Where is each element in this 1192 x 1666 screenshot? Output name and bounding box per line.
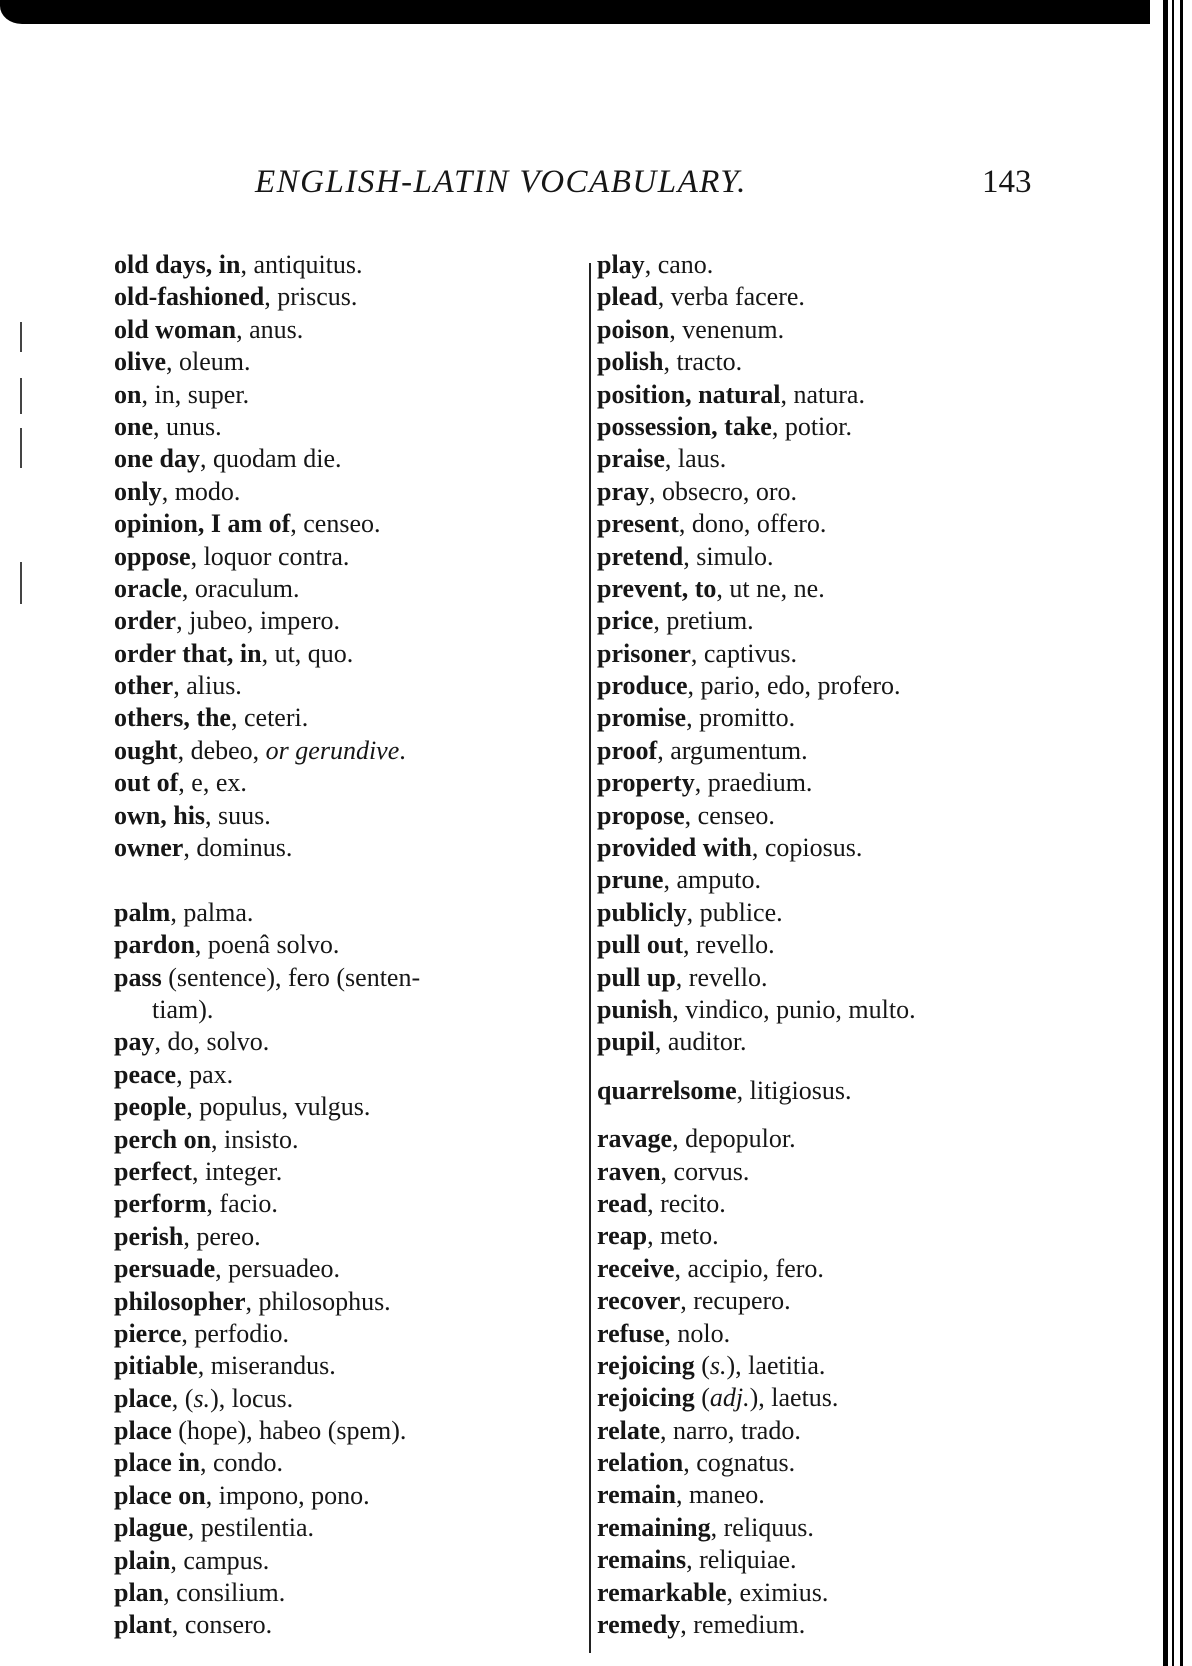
- headword: pitiable: [114, 1351, 198, 1381]
- headword: people: [114, 1092, 187, 1122]
- headword: remaining: [597, 1512, 711, 1542]
- translation: , maneo.: [675, 1480, 765, 1510]
- vocab-entry: [597, 1075, 916, 1107]
- headword: owner: [114, 833, 184, 863]
- vocab-entry: [114, 1545, 574, 1577]
- vocab-entry: [597, 1220, 916, 1252]
- right-column: [597, 249, 916, 1641]
- vocab-entry: [597, 1318, 916, 1350]
- vocab-entry: [597, 346, 916, 378]
- translation: , revello.: [683, 930, 775, 960]
- vocab-entry: [597, 767, 916, 799]
- headword: pull out: [597, 930, 683, 960]
- headword: pierce: [114, 1318, 182, 1348]
- headword: place on: [114, 1480, 206, 1510]
- translation: , narro, trado.: [660, 1415, 801, 1445]
- headword: provided with: [597, 833, 752, 863]
- vocab-entry: [597, 379, 916, 411]
- headword: recover: [597, 1286, 681, 1316]
- vocab-entry: [597, 1253, 916, 1285]
- translation: , priscus.: [264, 282, 358, 312]
- section-gap: [597, 1059, 916, 1075]
- translation: , publice.: [686, 897, 783, 927]
- vocab-entry: [597, 541, 916, 573]
- translation: , campus.: [170, 1545, 270, 1575]
- translation: , laus.: [664, 444, 727, 474]
- translation: , pereo.: [183, 1221, 261, 1251]
- spine-edge-line: [1180, 0, 1183, 1666]
- translation: , perfodio.: [181, 1318, 289, 1348]
- vocab-entry: [114, 1059, 574, 1091]
- headword: pupil: [597, 1027, 655, 1057]
- translation: , verba facere.: [657, 282, 805, 312]
- margin-mark: [20, 428, 22, 468]
- headword: play: [597, 250, 645, 279]
- vocab-entry: [597, 638, 916, 670]
- vocab-entry: [597, 605, 916, 637]
- headword: pray: [597, 476, 649, 506]
- vocab-entry: [597, 994, 916, 1026]
- vocab-entry: [114, 1415, 574, 1447]
- vocab-entry: [114, 638, 574, 670]
- translation: , impono, pono.: [205, 1480, 370, 1510]
- vocab-entry: [114, 508, 574, 540]
- column-divider: [589, 263, 591, 1653]
- headword: other: [114, 671, 174, 701]
- vocab-entry: [114, 1253, 574, 1285]
- margin-mark: [20, 562, 22, 604]
- headword: produce: [597, 671, 688, 701]
- vocab-entry: [114, 800, 574, 832]
- vocab-entry: [114, 379, 574, 411]
- headword: plain: [114, 1545, 171, 1575]
- vocab-entry: [597, 864, 916, 896]
- translation: , suus.: [205, 800, 271, 830]
- translation: , modo.: [161, 476, 241, 506]
- vocab-entry: [597, 832, 916, 864]
- translation: , insisto.: [211, 1124, 299, 1154]
- translation: , in, super.: [141, 379, 250, 409]
- headword: philosopher: [114, 1286, 246, 1316]
- vocab-entry: [114, 1188, 574, 1220]
- headword: plan: [114, 1578, 164, 1608]
- headword: quarrelsome: [597, 1075, 737, 1105]
- spine-edge: [1163, 0, 1168, 1666]
- headword: raven: [597, 1156, 661, 1186]
- headword: out of: [114, 768, 179, 798]
- translation: , promitto.: [686, 703, 796, 733]
- translation: , ut, quo.: [261, 638, 354, 668]
- translation: , reliquiae.: [686, 1545, 797, 1575]
- grammar-note: or gerundive: [265, 735, 400, 765]
- headword: relation: [597, 1448, 684, 1478]
- headword: plant: [114, 1610, 172, 1640]
- translation: , poenâ solvo.: [194, 930, 340, 960]
- vocab-entry: [114, 735, 574, 767]
- vocab-entry: [597, 1447, 916, 1479]
- q-entries: [597, 1075, 916, 1107]
- headword: pardon: [114, 930, 195, 960]
- headword: others, the: [114, 703, 231, 733]
- headword: publicly: [597, 897, 687, 927]
- headword: possession, take: [597, 411, 772, 441]
- vocab-entry: [597, 702, 916, 734]
- vocab-entry: [114, 962, 574, 1027]
- vocab-entry: [114, 411, 574, 443]
- translation: , pario, edo, profero.: [687, 671, 901, 701]
- vocab-entry: [597, 1479, 916, 1511]
- headword: oracle: [114, 573, 182, 603]
- vocab-entry: [597, 443, 916, 475]
- translation: , accipio, fero.: [674, 1253, 824, 1283]
- headword: relate: [597, 1415, 661, 1445]
- grammar-note: s.: [709, 1350, 727, 1380]
- headword: price: [597, 606, 654, 636]
- vocab-entry: [114, 281, 574, 313]
- vocab-entry: [597, 670, 916, 702]
- headword: position, natural: [597, 379, 781, 409]
- headword: propose: [597, 800, 685, 830]
- vocab-entry: [114, 346, 574, 378]
- vocab-entry: [597, 1156, 916, 1188]
- vocab-entry: [597, 897, 916, 929]
- translation: , vindico, punio, multo.: [672, 994, 916, 1024]
- vocab-entry: [597, 1188, 916, 1220]
- headword: remarkable: [597, 1577, 727, 1607]
- vocab-entry: [597, 962, 916, 994]
- vocab-entry: [114, 1318, 574, 1350]
- headword: olive: [114, 347, 166, 377]
- margin-mark: [20, 378, 22, 414]
- headword: polish: [597, 347, 664, 377]
- headword: one: [114, 411, 153, 441]
- translation: , depopulor.: [672, 1124, 796, 1154]
- headword: perfect: [114, 1156, 192, 1186]
- headword: order that, in: [114, 638, 262, 668]
- translation: , tracto.: [663, 347, 743, 377]
- translation: , quodam die.: [199, 444, 342, 474]
- translation: , e, ex.: [178, 768, 247, 798]
- headword: old woman: [114, 314, 237, 344]
- translation: (sentence), fero (senten-: [161, 962, 421, 992]
- running-title: ENGLISH-LATIN VOCABULARY.: [255, 164, 747, 200]
- headword: reap: [597, 1221, 648, 1251]
- headword: oppose: [114, 541, 191, 571]
- translation: , simulo.: [683, 541, 774, 571]
- headword: old days, in: [114, 250, 241, 279]
- p-entries: [114, 1415, 574, 1642]
- headword: place: [114, 1383, 172, 1413]
- headword: present: [597, 509, 679, 539]
- headword: peace: [114, 1059, 177, 1089]
- translation: , debeo,: [177, 735, 266, 765]
- vocab-entry: [114, 929, 574, 961]
- translation: , eximius.: [726, 1577, 829, 1607]
- vocab-entry: [597, 1415, 916, 1447]
- vocab-entry: [114, 541, 574, 573]
- translation: , alius.: [173, 671, 242, 701]
- vocab-entry: [597, 1577, 916, 1609]
- translation: , nolo.: [664, 1318, 731, 1348]
- r-entries: [597, 1415, 916, 1642]
- headword: pull up: [597, 962, 676, 992]
- translation: , miserandus.: [197, 1351, 336, 1381]
- translation: , consilium.: [163, 1578, 286, 1608]
- translation: , censeo.: [290, 509, 381, 539]
- headword: pass: [114, 962, 162, 992]
- vocab-entry: [114, 702, 574, 734]
- headword: proof: [597, 735, 658, 765]
- headword: perform: [114, 1189, 207, 1219]
- translation: , revello.: [675, 962, 768, 992]
- vocab-entry: [114, 249, 574, 281]
- headword: perish: [114, 1221, 184, 1251]
- translation: , ceteri.: [230, 703, 309, 733]
- vocab-entry: [114, 1512, 574, 1544]
- translation: , captivus.: [690, 638, 798, 668]
- headword: ought: [114, 735, 178, 765]
- vocab-entry: [597, 1123, 916, 1155]
- vocab-entry: [114, 605, 574, 637]
- headword: rejoicing: [597, 1350, 695, 1380]
- translation: , populus, vulgus.: [186, 1092, 371, 1122]
- headword: persuade: [114, 1254, 216, 1284]
- vocab-entry: [597, 1285, 916, 1317]
- translation: , recito.: [647, 1188, 726, 1218]
- section-gap: [597, 1107, 916, 1123]
- translation: , oraculum.: [181, 573, 300, 603]
- translation: , unus.: [153, 411, 222, 441]
- vocab-entry: [597, 1609, 916, 1641]
- vocab-entry: [114, 443, 574, 475]
- vocab-entry: rejoicing (adj.), laetus.: [597, 1383, 839, 1413]
- translation: , ut ne, ne.: [716, 573, 825, 603]
- translation: , cano.: [644, 250, 714, 279]
- translation: , pax.: [176, 1059, 234, 1089]
- translation-end: .: [399, 735, 406, 765]
- p-entries: [114, 1026, 574, 1382]
- translation: , remedium.: [680, 1610, 806, 1640]
- vocab-entry: [597, 1512, 916, 1544]
- translation: , facio.: [206, 1189, 278, 1219]
- translation: , recupero.: [680, 1286, 791, 1316]
- translation: , natura.: [780, 379, 865, 409]
- vocab-entry: [114, 1350, 574, 1382]
- translation: , venenum.: [669, 314, 785, 344]
- vocab-entry: [114, 1447, 574, 1479]
- translation: , jubeo, impero.: [176, 606, 341, 636]
- headword: own, his: [114, 800, 206, 830]
- translation: , cognatus.: [683, 1448, 796, 1478]
- vocab-entry: [597, 411, 916, 443]
- headword: punish: [597, 994, 673, 1024]
- translation: , philosophus.: [245, 1286, 391, 1316]
- headword: place in: [114, 1448, 200, 1478]
- vocab-entry: [597, 281, 916, 313]
- page-number: 143: [982, 164, 1032, 200]
- headword: praise: [597, 444, 665, 474]
- headword: place: [114, 1416, 172, 1446]
- vocab-entry: [114, 1577, 574, 1609]
- translation: , argumentum.: [657, 735, 808, 765]
- grammar-note: adj.: [709, 1383, 750, 1413]
- translation: , censeo.: [684, 800, 775, 830]
- vocab-entry: [597, 1026, 916, 1058]
- vocab-entry: [597, 476, 916, 508]
- translation: , pretium.: [653, 606, 754, 636]
- translation: , litigiosus.: [736, 1075, 852, 1105]
- headword: read: [597, 1188, 648, 1218]
- translation: , potior.: [771, 411, 852, 441]
- translation: , consero.: [171, 1610, 273, 1640]
- headword: poison: [597, 314, 670, 344]
- vocab-entry: [114, 1480, 574, 1512]
- left-column: [114, 249, 574, 1642]
- margin-mark: [20, 322, 22, 352]
- translation: , amputo.: [663, 865, 761, 895]
- translation: , pestilentia.: [187, 1513, 315, 1543]
- translation: , corvus.: [660, 1156, 750, 1186]
- translation: , do, solvo.: [154, 1027, 270, 1057]
- headword: opinion, I am of: [114, 509, 291, 539]
- translation: , dono, offero.: [678, 509, 827, 539]
- translation: , integer.: [191, 1156, 283, 1186]
- vocab-entry: [597, 929, 916, 961]
- translation: , copiosus.: [751, 833, 863, 863]
- headword: plague: [114, 1513, 188, 1543]
- translation: , persuadeo.: [215, 1254, 341, 1284]
- vocab-entry: [597, 1544, 916, 1576]
- spine-edge-line: [1172, 0, 1174, 1666]
- headword: prevent, to: [597, 573, 717, 603]
- translation: , oleum.: [166, 347, 251, 377]
- headword: perch on: [114, 1124, 212, 1154]
- translation: , auditor.: [654, 1027, 747, 1057]
- headword: receive: [597, 1253, 675, 1283]
- translation-continuation: tiam).: [152, 995, 214, 1024]
- vocab-entry: [114, 1026, 574, 1058]
- headword: palm: [114, 897, 171, 927]
- vocab-entry: place, (s.), locus.: [114, 1383, 294, 1413]
- headword: order: [114, 606, 177, 636]
- vocab-entry: [114, 767, 574, 799]
- headword: old-fashioned: [114, 282, 265, 312]
- vocab-entry: [114, 314, 574, 346]
- p-entries: [114, 897, 574, 962]
- vocab-entry: [114, 1286, 574, 1318]
- vocab-entry: [114, 832, 574, 864]
- section-gap: [114, 864, 574, 896]
- vocab-entry: [114, 897, 574, 929]
- headword: only: [114, 476, 162, 506]
- vocab-entry: [114, 1221, 574, 1253]
- headword: refuse: [597, 1318, 665, 1348]
- headword: remedy: [597, 1610, 681, 1640]
- translation: , loquor contra.: [190, 541, 350, 571]
- vocab-entry: [114, 1609, 574, 1641]
- translation: , palma.: [170, 897, 254, 927]
- vocab-entry: [597, 735, 916, 767]
- vocab-entry: [114, 1156, 574, 1188]
- vocab-entry: [597, 249, 916, 281]
- headword: pretend: [597, 541, 684, 571]
- headword: remain: [597, 1480, 676, 1510]
- headword: remains: [597, 1545, 687, 1575]
- translation: , obsecro, oro.: [649, 476, 798, 506]
- translation: (hope), habeo (spem).: [171, 1416, 407, 1446]
- headword: prisoner: [597, 638, 691, 668]
- translation: , dominus.: [183, 833, 293, 863]
- vocab-entry: [597, 508, 916, 540]
- vocab-entry: rejoicing (s.), laetitia.: [597, 1350, 826, 1380]
- o-entries: [114, 249, 574, 864]
- vocab-entry: [114, 573, 574, 605]
- vocab-entry: [597, 800, 916, 832]
- p-entries: [597, 249, 916, 1059]
- headword: ravage: [597, 1124, 673, 1154]
- r-entries: [597, 1123, 916, 1350]
- headword: prune: [597, 865, 664, 895]
- vocab-entry: [114, 1091, 574, 1123]
- vocab-entry: [597, 573, 916, 605]
- headword: pay: [114, 1027, 155, 1057]
- vocab-entry: [597, 314, 916, 346]
- translation: , antiquitus.: [240, 250, 363, 279]
- translation: , condo.: [199, 1448, 283, 1478]
- page-top-border: [0, 0, 1150, 24]
- headword: on: [114, 379, 142, 409]
- translation: , praedium.: [694, 768, 813, 798]
- headword: property: [597, 768, 695, 798]
- vocab-entry: [114, 476, 574, 508]
- translation: , reliquus.: [710, 1512, 814, 1542]
- headword: rejoicing: [597, 1383, 695, 1413]
- headword: promise: [597, 703, 687, 733]
- headword: one day: [114, 444, 200, 474]
- grammar-note: s.: [193, 1383, 211, 1413]
- vocab-entry: [114, 1124, 574, 1156]
- vocab-entry: [114, 670, 574, 702]
- translation: , meto.: [647, 1221, 719, 1251]
- headword: plead: [597, 282, 658, 312]
- translation: , anus.: [236, 314, 304, 344]
